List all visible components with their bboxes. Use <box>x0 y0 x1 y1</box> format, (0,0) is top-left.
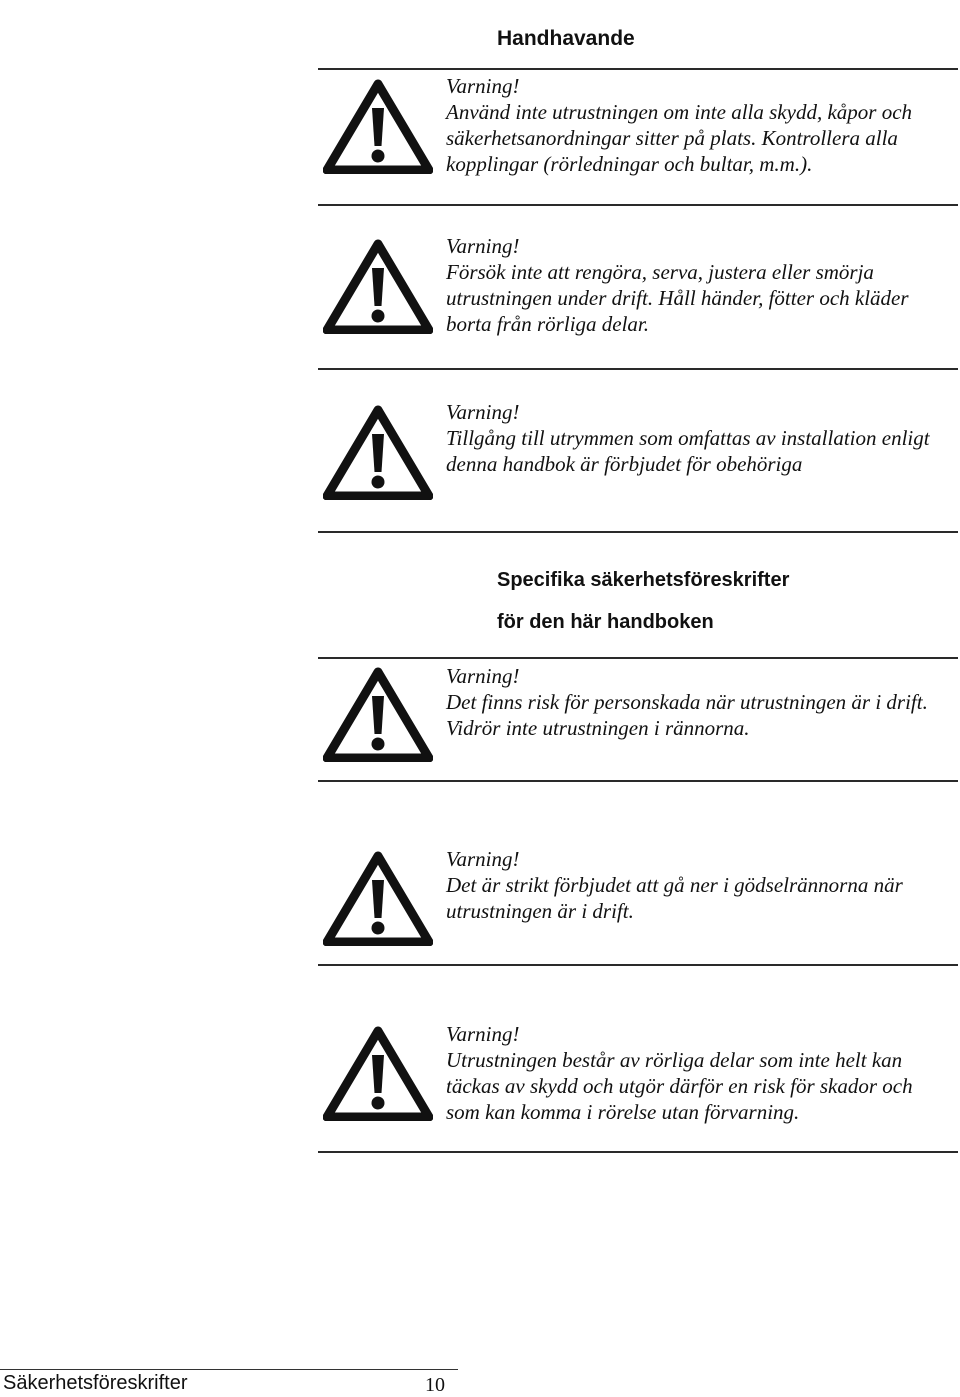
warning-text: Använd inte utrustningen om inte alla skydd, kåpor och säkerhetsanordningar sitter på plats. Kontrollera alla kopplingar (rörledningar och bultar, m.m.). <box>446 100 913 176</box>
divider <box>318 368 958 370</box>
warning-text: Tillgång till utrymmen som omfattas av installation enligt denna handbok är förbjudet för obehöriga <box>446 426 930 476</box>
warning-title: Varning! <box>446 400 520 424</box>
divider <box>318 204 958 206</box>
warning-title: Varning! <box>446 664 520 688</box>
warning-triangle-icon <box>323 238 433 334</box>
divider <box>318 531 958 533</box>
warning-block <box>446 399 951 477</box>
warning-text: Utrustningen består av rörliga delar som inte helt kan täckas av skydd och utgör därför en risk för skador och som kan komma i rörelse utan förvarning. <box>446 1048 913 1124</box>
warning-block <box>446 846 951 924</box>
warning-triangle-icon <box>323 78 433 174</box>
warning-block <box>446 663 958 741</box>
warning-triangle-icon <box>323 850 433 946</box>
footer-rule <box>0 1369 458 1370</box>
warning-text: Det är strikt förbjudet att gå ner i gödselrännorna när utrustningen är i drift. <box>446 873 903 923</box>
warning-triangle-icon <box>323 404 433 500</box>
footer-label: Säkerhetsföreskrifter <box>3 1372 188 1394</box>
warning-title: Varning! <box>446 74 520 98</box>
warning-title: Varning! <box>446 234 520 258</box>
page-number: 10 <box>425 1374 445 1396</box>
divider <box>318 68 958 70</box>
warning-triangle-icon <box>323 1025 433 1121</box>
warning-text: Försök inte att rengöra, serva, justera eller smörja utrustningen under drift. Håll händer, fötter och kläder borta från rörliga delar. <box>446 260 909 336</box>
divider <box>318 964 958 966</box>
warning-block <box>446 233 951 337</box>
warning-block <box>446 1021 951 1125</box>
subsection-subtitle: för den här handboken <box>497 611 714 633</box>
divider <box>318 1151 958 1153</box>
subsection-title: Specifika säkerhetsföreskrifter <box>497 569 790 591</box>
warning-text: Det finns risk för personskada när utrustningen är i drift. Vidrör inte utrustningen i rännorna. <box>446 690 928 740</box>
divider <box>318 780 958 782</box>
warning-block <box>446 73 951 177</box>
warning-title: Varning! <box>446 1022 520 1046</box>
warning-triangle-icon <box>323 666 433 762</box>
warning-title: Varning! <box>446 847 520 871</box>
section-title: Handhavande <box>497 27 635 50</box>
divider <box>318 657 958 659</box>
